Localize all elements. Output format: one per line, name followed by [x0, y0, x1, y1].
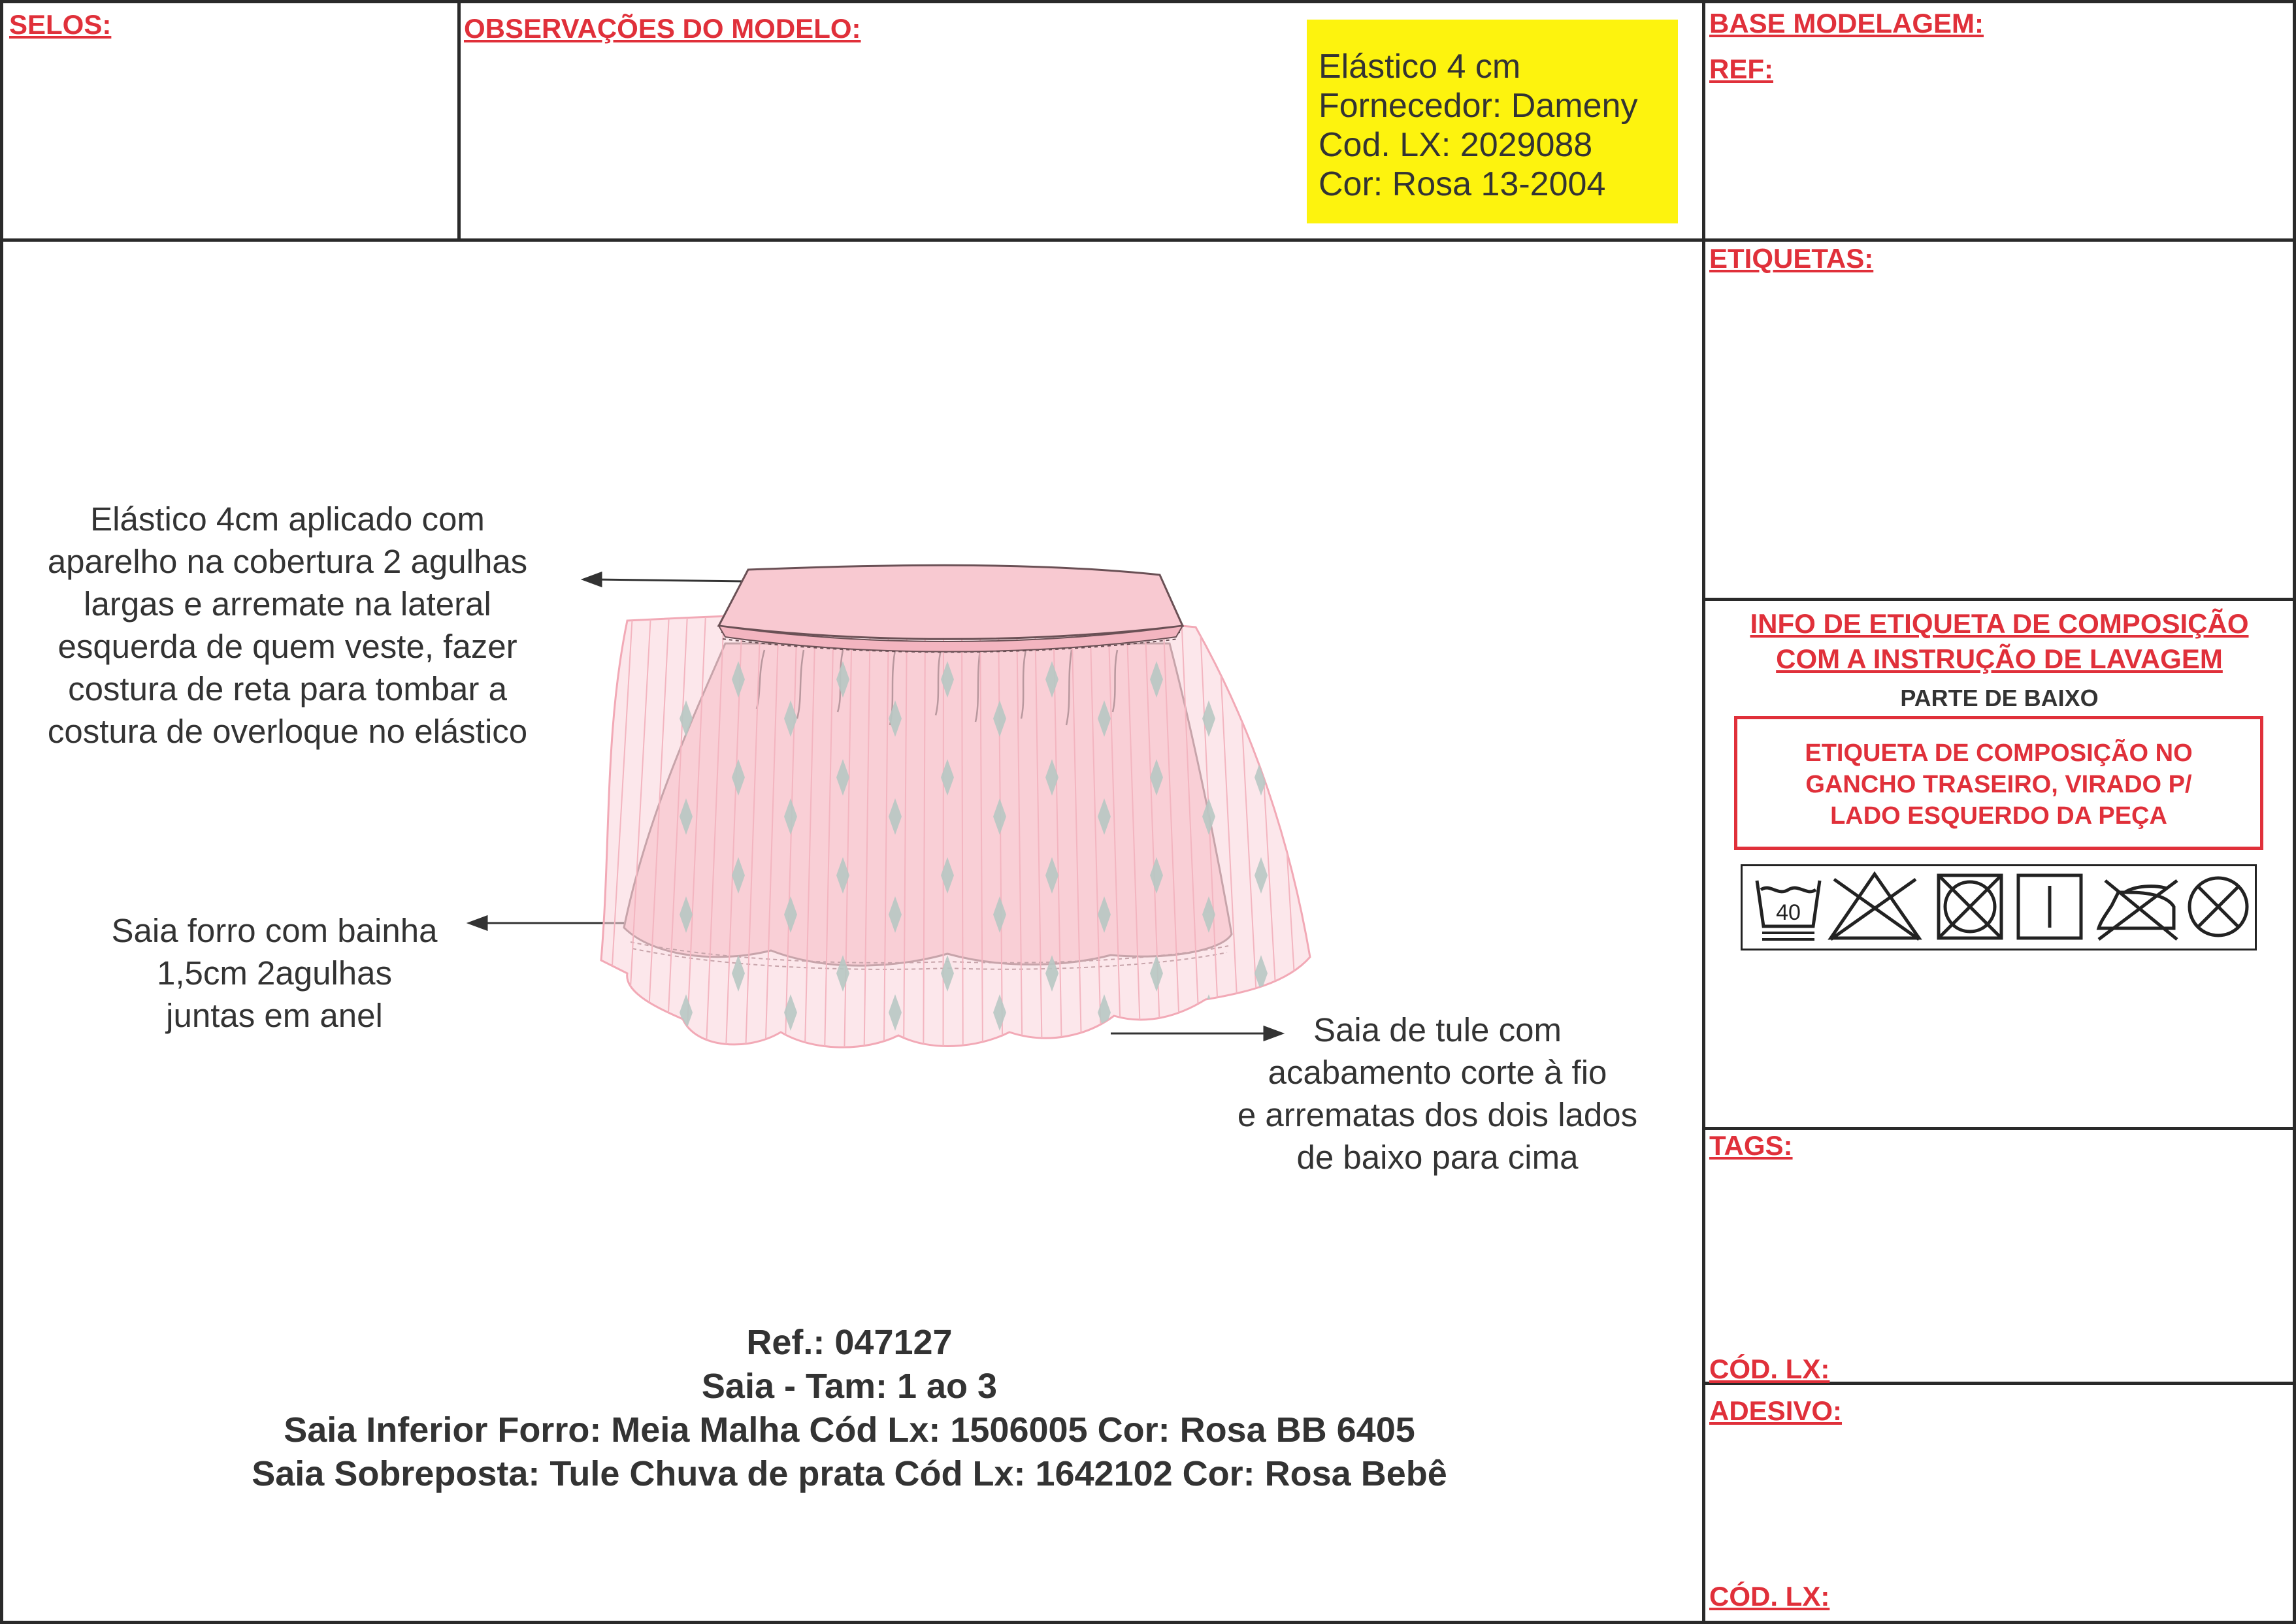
no-bleach-icon	[1831, 874, 1919, 939]
parte-de-baixo: PARTE DE BAIXO	[1900, 685, 2099, 711]
selos-label: SELOS:	[9, 9, 112, 40]
elastic-note-line: Elástico 4 cm	[1319, 48, 1521, 86]
lining-callout	[78, 909, 470, 1037]
info-title-line: INFO DE ETIQUETA DE COMPOSIÇÃO	[1750, 608, 2249, 639]
product-ref: Ref.: 047127	[746, 1323, 953, 1362]
composition-line: GANCHO TRASEIRO, VIRADO P/	[1805, 771, 2192, 798]
callout-line: costura de reta para tombar a	[68, 670, 507, 707]
product-info	[65, 1321, 1633, 1496]
callout-line: costura de overloque no elástico	[47, 713, 528, 750]
callout-line: Elástico 4cm aplicado com	[90, 500, 485, 538]
cod-lx-label-2: CÓD. LX:	[1709, 1581, 1830, 1612]
etiquetas-label: ETIQUETAS:	[1709, 243, 1874, 274]
composition-line: LADO ESQUERDO DA PEÇA	[1830, 802, 2167, 830]
info-etiqueta-title	[1705, 606, 2293, 677]
tulle-skirt	[601, 613, 1310, 1048]
cod-lx-label-1: CÓD. LX:	[1709, 1354, 1830, 1384]
line-dry-icon	[2018, 875, 2081, 938]
no-iron-icon	[2099, 881, 2177, 939]
no-tumble-dry-icon	[1939, 875, 2001, 938]
waistband-callout	[13, 498, 562, 753]
waistband	[719, 565, 1183, 639]
care-symbols	[1741, 864, 2257, 950]
callout-line: e arrematas dos dois lados	[1237, 1096, 1638, 1133]
base-modelagem-label: BASE MODELAGEM:	[1709, 8, 1984, 39]
product-overlay-fabric: Saia Sobreposta: Tule Chuva de prata Cód Lx: 1642102 Cor: Rosa Bebê	[252, 1454, 1447, 1493]
svg-text:40: 40	[1776, 900, 1801, 925]
ref-label: REF:	[1709, 54, 1773, 84]
tags-box	[1702, 1127, 2296, 1385]
callout-line: esquerda de quem veste, fazer	[57, 628, 517, 665]
callout-line: Saia forro com bainha	[111, 912, 438, 949]
elastic-note-line: Cor: Rosa 13-2004	[1319, 165, 1606, 203]
callout-line: acabamento corte à fio	[1268, 1054, 1607, 1091]
composition-label-box	[1734, 716, 2263, 850]
info-title-line: COM A INSTRUÇÃO DE LAVAGEM	[1776, 643, 2223, 674]
tulle-callout	[1196, 1009, 1679, 1178]
composition-line: ETIQUETA DE COMPOSIÇÃO NO	[1805, 739, 2193, 767]
adesivo-label: ADESIVO:	[1709, 1395, 1843, 1426]
observacoes-label: OBSERVAÇÕES DO MODELO:	[464, 13, 861, 44]
no-dry-clean-icon	[2189, 878, 2247, 935]
tulle-diamond	[1255, 661, 1268, 698]
callout-line: juntas em anel	[166, 997, 383, 1034]
callout-line: largas e arremate na lateral	[84, 585, 491, 623]
product-name: Saia - Tam: 1 ao 3	[701, 1367, 998, 1406]
callout-line: 1,5cm 2agulhas	[156, 954, 393, 992]
tags-label: TAGS:	[1709, 1130, 1793, 1161]
tulle-stripe	[1291, 614, 1319, 1052]
callout-line: de baixo para cima	[1296, 1139, 1579, 1176]
product-lower-fabric: Saia Inferior Forro: Meia Malha Cód Lx: 1506005 Cor: Rosa BB 6405	[284, 1410, 1415, 1450]
elastic-note-line: Fornecedor: Dameny	[1319, 87, 1638, 125]
elastic-note-line: Cod. LX: 2029088	[1319, 126, 1593, 164]
callout-line: aparelho na cobertura 2 agulhas	[47, 543, 528, 580]
etiquetas-box	[1702, 238, 2296, 601]
wash-40-icon	[1757, 881, 1820, 939]
callout-line: Saia de tule com	[1313, 1011, 1562, 1048]
